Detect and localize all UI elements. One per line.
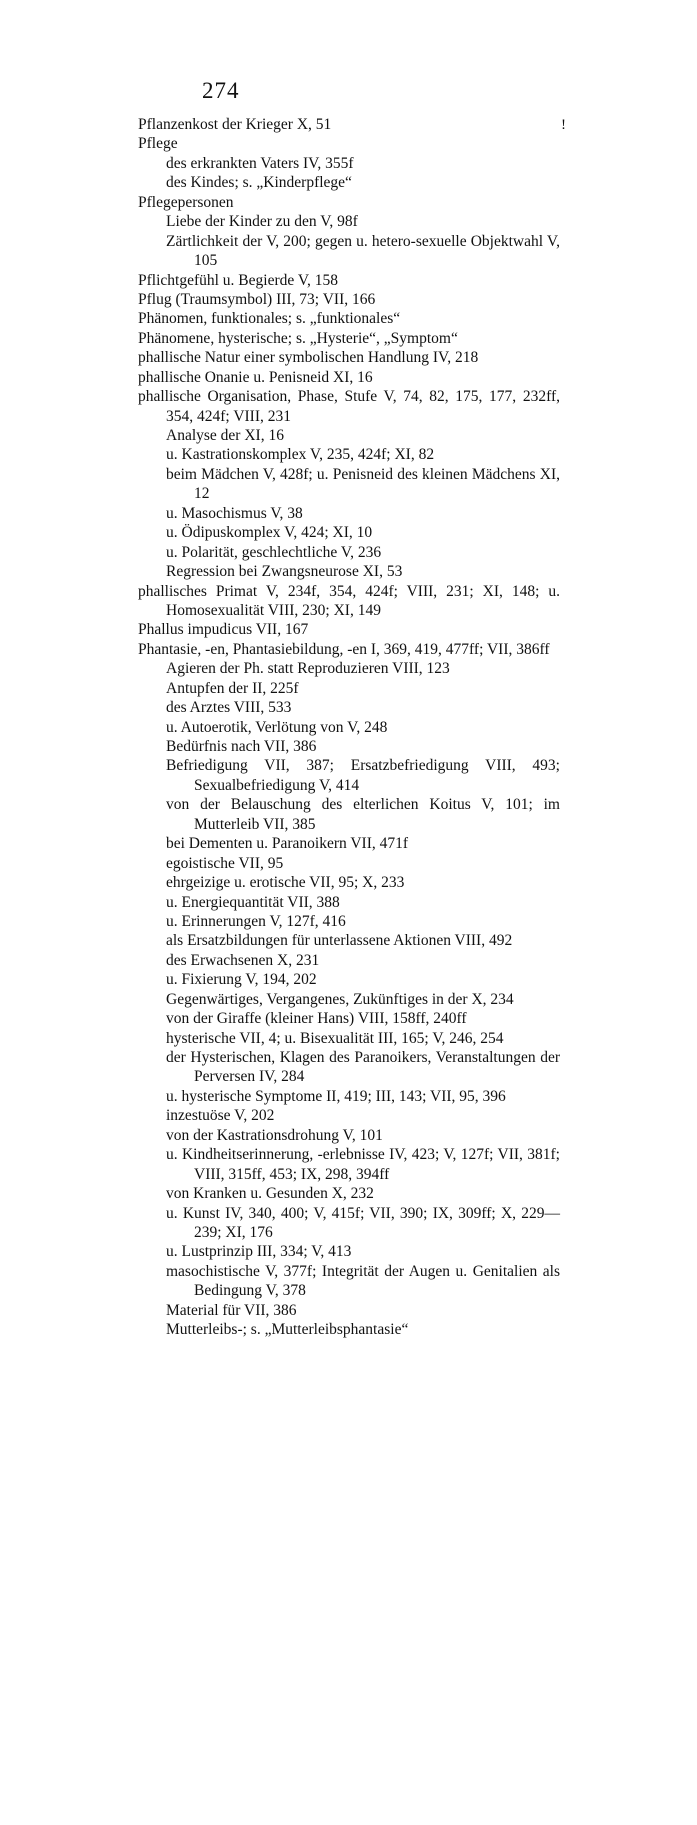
index-entry: Phänomen, funktionales; s. „funktionales“ [138,310,401,328]
index-subentry: ehrgeizige u. erotische VII, 95; X, 233 [166,874,405,892]
index-entry: Phantasie, -en, Phantasiebildung, -en I, 369, 419, 477ff; VII, 386ff [138,640,550,658]
index-entry: phallische Onanie u. Penisneid XI, 16 [138,368,373,386]
index-subentry: Material für VII, 386 [166,1301,297,1319]
index-entry: Phänomene, hysterische; s. „Hysterie“, „Symptom“ [138,329,458,347]
index-subentry: inzestuöse V, 202 [166,1107,275,1125]
index-subentry: u. Autoerotik, Verlötung von V, 248 [166,718,388,736]
index-entry: phallische Natur einer symbolischen Handlung IV, 218 [138,349,479,367]
index-subentry: bei Dementen u. Paranoikern VII, 471f [166,835,409,853]
index-subentry: Bedürfnis nach VII, 386 [166,738,317,755]
index-subentry: u. Erinnerungen V, 127f, 416 [166,912,346,930]
index-entries [138,115,560,1340]
index-subentry: von Kranken u. Gesunden X, 232 [166,1185,374,1203]
index-subentry: Regression bei Zwangsneurose XI, 53 [166,563,403,581]
index-subentry: als Ersatzbildungen für unterlassene Aktionen VIII, 492 [166,932,513,950]
page-number: 274 [202,78,240,103]
index-subentry: des Kindes; s. „Kinderpflege“ [166,174,352,192]
index-subentry: der Hysterischen, Klagen des Paranoikers, Veranstaltungen der Perversen IV, 284 [166,1049,560,1086]
index-subentry: Befriedigung VII, 387; Ersatzbefriedigung VIII, 493; Sexualbefriedigung V, 414 [166,757,560,794]
index-entry: Pflichtgefühl u. Begierde V, 158 [138,271,339,289]
index-subentry: masochistische V, 377f; Integrität der Augen u. Genitalien als Bedingung V, 378 [166,1262,560,1300]
index-subentry: des Erwachsenen X, 231 [166,951,320,969]
margin-mark: ! [561,117,566,133]
index-subentry: von der Kastrationsdrohung V, 101 [166,1126,383,1144]
index-subentry: u. Fixierung V, 194, 202 [166,971,317,989]
index-entry: Pflegepersonen [138,193,234,211]
index-subentry: Analyse der XI, 16 [166,427,284,444]
index-subentry: hysterische VII, 4; u. Bisexualität III, 165; V, 246, 254 [166,1029,504,1047]
index-subentry: des Arztes VIII, 533 [166,699,292,717]
index-subentry: von der Giraffe (kleiner Hans) VIII, 158ff, 240ff [166,1010,467,1028]
index-subentry: u. Kastrationskomplex V, 235, 424f; XI, 82 [166,446,435,464]
index-subentry: beim Mädchen V, 428f; u. Penisneid des kleinen Mädchens XI, 12 [166,465,560,503]
index-subentry: Agieren der Ph. statt Reproduzieren VIII, 123 [166,660,450,678]
index-entry: phallische Organisation, Phase, Stufe V, 74, 82, 175, 177, 232ff, 354, 424f; VIII, 231 [138,388,560,425]
index-subentry: u. Polarität, geschlechtliche V, 236 [166,543,382,561]
index-entry: Phallus impudicus VII, 167 [138,621,309,639]
index-subentry: u. hysterische Symptome II, 419; III, 143; VII, 95, 396 [166,1087,506,1105]
index-entry: Pflanzenkost der Krieger X, 51 [138,116,332,133]
index-subentry: u. Lustprinzip III, 334; V, 413 [166,1243,352,1261]
index-subentry: Antupfen der II, 225f [166,679,299,697]
index-subentry: von der Belauschung des elterlichen Koitus V, 101; im Mutterleib VII, 385 [166,796,560,833]
index-subentry: egoistische VII, 95 [166,854,284,872]
index-entry: Pflege [138,135,178,153]
index-subentry: u. Kunst IV, 340, 400; V, 415f; VII, 390; IX, 309ff; X, 229—239; XI, 176 [166,1204,560,1241]
index-subentry: des erkrankten Vaters IV, 355f [166,154,354,172]
index-subentry: Gegenwärtiges, Vergangenes, Zukünftiges in der X, 234 [166,990,514,1008]
index-subentry: Zärtlichkeit der V, 200; gegen u. hetero-sexuelle Objektwahl V, 105 [166,232,560,270]
index-subentry: u. Ödipuskomplex V, 424; XI, 10 [166,524,373,542]
index-entry: Pflug (Traumsymbol) III, 73; VII, 166 [138,290,376,308]
index-subentry: u. Masochismus V, 38 [166,504,303,522]
index-subentry: u. Kindheitserinnerung, -erlebnisse IV, 423; V, 127f; VII, 381f; VIII, 315ff, 453; IX, 298, 394ff [166,1146,560,1183]
index-subentry: Mutterleibs-; s. „Mutterleibsphantasie“ [166,1321,409,1339]
index-subentry: u. Energiequantität VII, 388 [166,893,340,911]
index-subentry: Liebe der Kinder zu den V, 98f [166,213,358,231]
index-entry: phallisches Primat V, 234f, 354, 424f; VIII, 231; XI, 148; u. Homosexualität VIII, 230; XI, 149 [138,582,560,619]
